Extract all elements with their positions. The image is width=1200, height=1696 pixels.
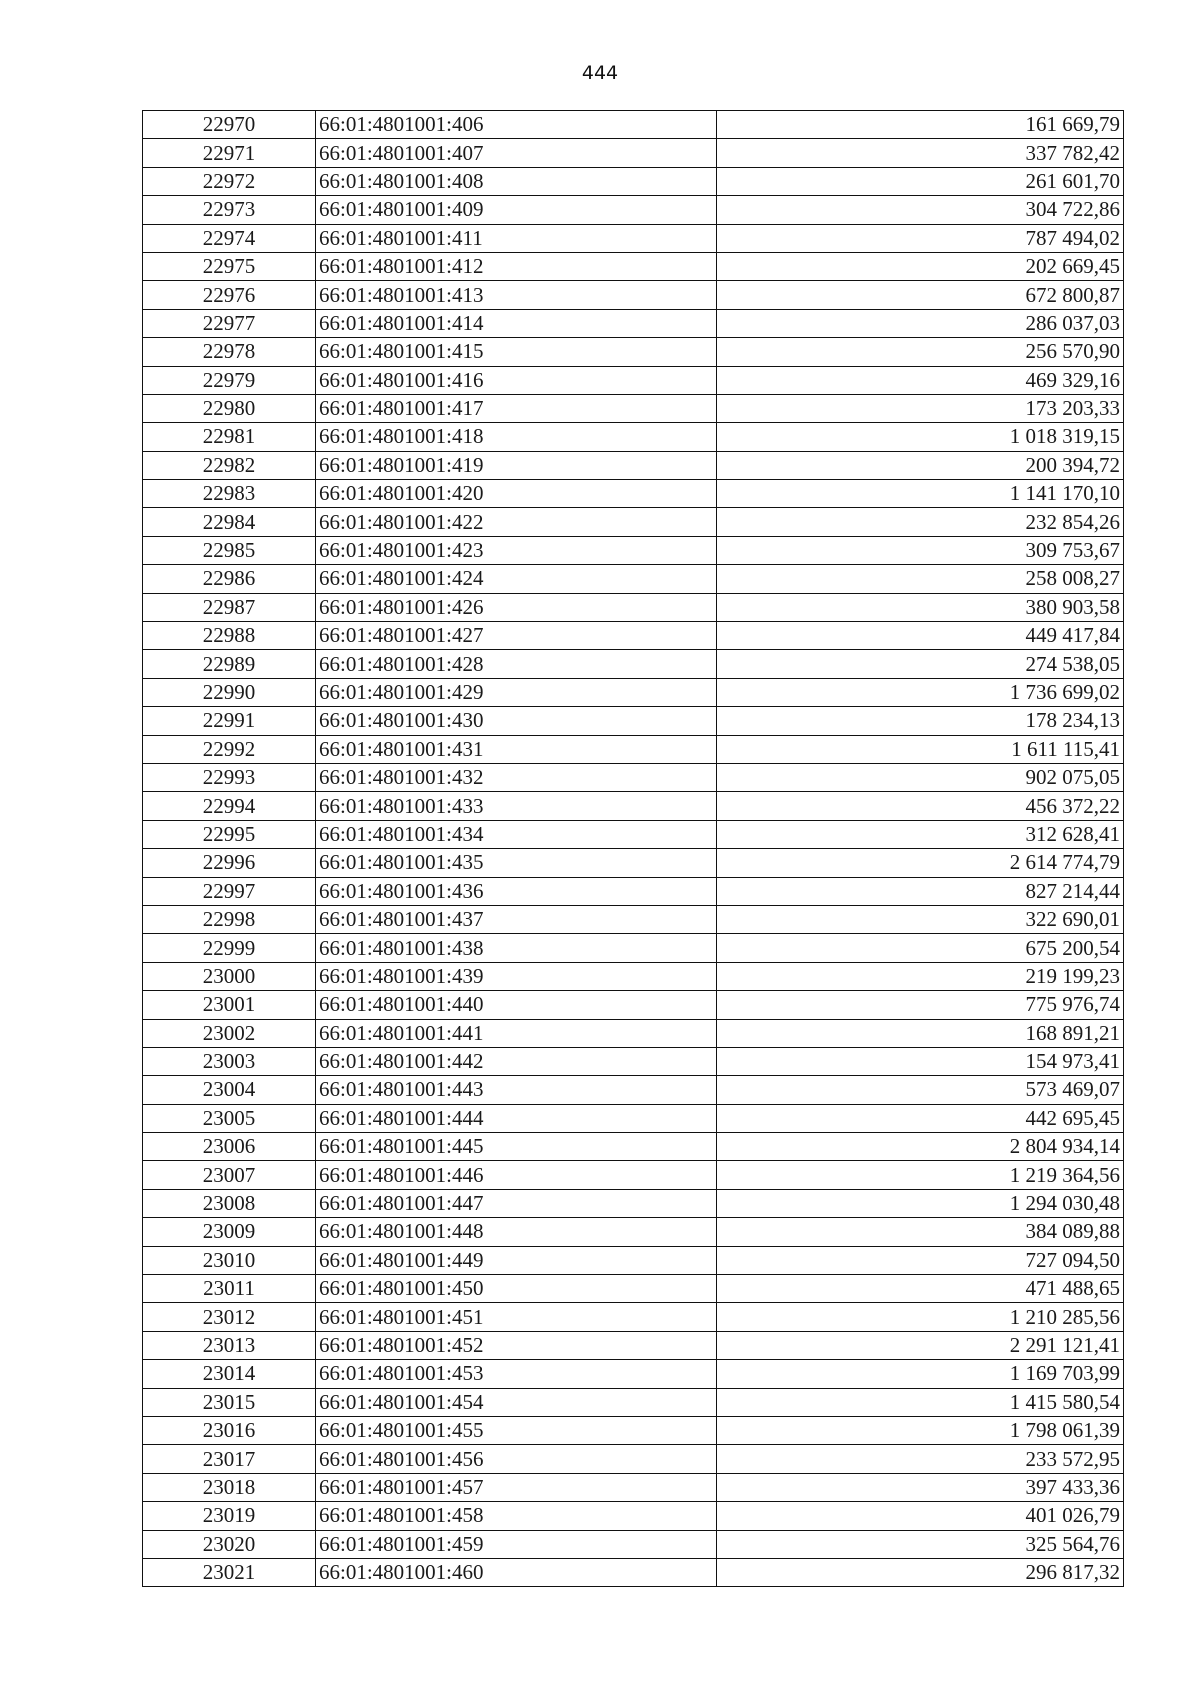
- table-row: [143, 167, 1124, 195]
- cadastral-number: 66:01:4801001:430: [316, 707, 717, 735]
- row-number: 22980: [143, 394, 316, 422]
- table-row: [143, 281, 1124, 309]
- cadastral-value: 2 291 121,41: [717, 1331, 1124, 1359]
- table-row: [143, 1133, 1124, 1161]
- row-number: 23017: [143, 1445, 316, 1473]
- table-row: [143, 480, 1124, 508]
- table-row: [143, 1303, 1124, 1331]
- table-row: [143, 962, 1124, 990]
- table-row: [143, 934, 1124, 962]
- cadastral-value: 274 538,05: [717, 650, 1124, 678]
- table-row: [143, 565, 1124, 593]
- cadastral-value: 469 329,16: [717, 366, 1124, 394]
- cadastral-value: 442 695,45: [717, 1104, 1124, 1132]
- cadastral-value: 471 488,65: [717, 1275, 1124, 1303]
- cadastral-value: 232 854,26: [717, 508, 1124, 536]
- cadastral-number: 66:01:4801001:434: [316, 820, 717, 848]
- row-number: 23020: [143, 1530, 316, 1558]
- cadastral-number: 66:01:4801001:411: [316, 224, 717, 252]
- table-row: [143, 423, 1124, 451]
- row-number: 23013: [143, 1331, 316, 1359]
- cadastral-value: 219 199,23: [717, 962, 1124, 990]
- row-number: 22975: [143, 252, 316, 280]
- cadastral-number: 66:01:4801001:424: [316, 565, 717, 593]
- cadastral-value: 456 372,22: [717, 792, 1124, 820]
- table-row: [143, 1275, 1124, 1303]
- row-number: 22974: [143, 224, 316, 252]
- cadastral-number: 66:01:4801001:436: [316, 877, 717, 905]
- row-number: 22996: [143, 849, 316, 877]
- cadastral-value: 173 203,33: [717, 394, 1124, 422]
- table-row: [143, 707, 1124, 735]
- cadastral-value: 401 026,79: [717, 1502, 1124, 1530]
- table-row: [143, 905, 1124, 933]
- table-row: [143, 622, 1124, 650]
- cadastral-number: 66:01:4801001:453: [316, 1360, 717, 1388]
- cadastral-value: 672 800,87: [717, 281, 1124, 309]
- cadastral-number: 66:01:4801001:408: [316, 167, 717, 195]
- table-row: [143, 139, 1124, 167]
- cadastral-number: 66:01:4801001:459: [316, 1530, 717, 1558]
- row-number: 23011: [143, 1275, 316, 1303]
- row-number: 22977: [143, 309, 316, 337]
- cadastral-number: 66:01:4801001:433: [316, 792, 717, 820]
- cadastral-value: 178 234,13: [717, 707, 1124, 735]
- cadastral-value: 727 094,50: [717, 1246, 1124, 1274]
- cadastral-number: 66:01:4801001:449: [316, 1246, 717, 1274]
- table-row: [143, 820, 1124, 848]
- cadastral-number: 66:01:4801001:446: [316, 1161, 717, 1189]
- table-row: [143, 1019, 1124, 1047]
- row-number: 22983: [143, 480, 316, 508]
- table-row: [143, 877, 1124, 905]
- row-number: 22990: [143, 678, 316, 706]
- row-number: 23012: [143, 1303, 316, 1331]
- row-number: 23015: [143, 1388, 316, 1416]
- table-row: [143, 451, 1124, 479]
- row-number: 22998: [143, 905, 316, 933]
- cadastral-number: 66:01:4801001:415: [316, 338, 717, 366]
- row-number: 23005: [143, 1104, 316, 1132]
- cadastral-number: 66:01:4801001:448: [316, 1218, 717, 1246]
- row-number: 23003: [143, 1047, 316, 1075]
- cadastral-value: 1 018 319,15: [717, 423, 1124, 451]
- row-number: 23002: [143, 1019, 316, 1047]
- table-row: [143, 536, 1124, 564]
- cadastral-number: 66:01:4801001:418: [316, 423, 717, 451]
- cadastral-number: 66:01:4801001:437: [316, 905, 717, 933]
- cadastral-number: 66:01:4801001:426: [316, 593, 717, 621]
- table-row: [143, 508, 1124, 536]
- row-number: 22989: [143, 650, 316, 678]
- row-number: 22988: [143, 622, 316, 650]
- cadastral-value: 256 570,90: [717, 338, 1124, 366]
- row-number: 23010: [143, 1246, 316, 1274]
- cadastral-value: 1 294 030,48: [717, 1189, 1124, 1217]
- row-number: 22986: [143, 565, 316, 593]
- table-row: [143, 1218, 1124, 1246]
- cadastral-number: 66:01:4801001:414: [316, 309, 717, 337]
- row-number: 22985: [143, 536, 316, 564]
- row-number: 23001: [143, 991, 316, 1019]
- table-row: [143, 338, 1124, 366]
- cadastral-value: 380 903,58: [717, 593, 1124, 621]
- table-row: [143, 309, 1124, 337]
- table-row: [143, 1473, 1124, 1501]
- cadastral-number: 66:01:4801001:407: [316, 139, 717, 167]
- row-number: 22997: [143, 877, 316, 905]
- cadastral-number: 66:01:4801001:422: [316, 508, 717, 536]
- cadastral-value: 384 089,88: [717, 1218, 1124, 1246]
- row-number: 22979: [143, 366, 316, 394]
- cadastral-number: 66:01:4801001:451: [316, 1303, 717, 1331]
- row-number: 23009: [143, 1218, 316, 1246]
- row-number: 22991: [143, 707, 316, 735]
- cadastral-value: 902 075,05: [717, 763, 1124, 791]
- cadastral-number: 66:01:4801001:409: [316, 196, 717, 224]
- table-row: [143, 849, 1124, 877]
- row-number: 22999: [143, 934, 316, 962]
- cadastral-number: 66:01:4801001:441: [316, 1019, 717, 1047]
- row-number: 22987: [143, 593, 316, 621]
- table-row: [143, 1246, 1124, 1274]
- table-row: [143, 991, 1124, 1019]
- row-number: 23018: [143, 1473, 316, 1501]
- cadastral-number: 66:01:4801001:428: [316, 650, 717, 678]
- cadastral-value: 787 494,02: [717, 224, 1124, 252]
- cadastral-number: 66:01:4801001:456: [316, 1445, 717, 1473]
- cadastral-value: 573 469,07: [717, 1076, 1124, 1104]
- table-row: [143, 1047, 1124, 1075]
- row-number: 23000: [143, 962, 316, 990]
- row-number: 22970: [143, 111, 316, 139]
- cadastral-number: 66:01:4801001:442: [316, 1047, 717, 1075]
- row-number: 23021: [143, 1558, 316, 1586]
- cadastral-number: 66:01:4801001:438: [316, 934, 717, 962]
- table-row: [143, 394, 1124, 422]
- table-row: [143, 735, 1124, 763]
- cadastral-value: 154 973,41: [717, 1047, 1124, 1075]
- row-number: 23006: [143, 1133, 316, 1161]
- cadastral-value: 261 601,70: [717, 167, 1124, 195]
- table-row: [143, 224, 1124, 252]
- table-row: [143, 763, 1124, 791]
- table-row: [143, 111, 1124, 139]
- cadastral-number: 66:01:4801001:406: [316, 111, 717, 139]
- cadastral-number: 66:01:4801001:444: [316, 1104, 717, 1132]
- table-row: [143, 1388, 1124, 1416]
- cadastral-number: 66:01:4801001:432: [316, 763, 717, 791]
- cadastral-number: 66:01:4801001:460: [316, 1558, 717, 1586]
- cadastral-value: 1 219 364,56: [717, 1161, 1124, 1189]
- row-number: 22978: [143, 338, 316, 366]
- cadastral-value: 258 008,27: [717, 565, 1124, 593]
- cadastral-value: 286 037,03: [717, 309, 1124, 337]
- cadastral-value-table: [142, 110, 1124, 1587]
- cadastral-number: 66:01:4801001:427: [316, 622, 717, 650]
- cadastral-value: 322 690,01: [717, 905, 1124, 933]
- cadastral-value: 202 669,45: [717, 252, 1124, 280]
- cadastral-value: 1 141 170,10: [717, 480, 1124, 508]
- cadastral-value: 1 798 061,39: [717, 1416, 1124, 1444]
- row-number: 23007: [143, 1161, 316, 1189]
- row-number: 22976: [143, 281, 316, 309]
- cadastral-number: 66:01:4801001:429: [316, 678, 717, 706]
- row-number: 22993: [143, 763, 316, 791]
- table-row: [143, 1416, 1124, 1444]
- cadastral-value: 312 628,41: [717, 820, 1124, 848]
- cadastral-number: 66:01:4801001:445: [316, 1133, 717, 1161]
- row-number: 22971: [143, 139, 316, 167]
- cadastral-number: 66:01:4801001:454: [316, 1388, 717, 1416]
- row-number: 22973: [143, 196, 316, 224]
- table-row: [143, 1331, 1124, 1359]
- cadastral-value: 2 804 934,14: [717, 1133, 1124, 1161]
- cadastral-value: 233 572,95: [717, 1445, 1124, 1473]
- cadastral-value: 449 417,84: [717, 622, 1124, 650]
- table-row: [143, 1189, 1124, 1217]
- table-row: [143, 650, 1124, 678]
- table-row: [143, 1530, 1124, 1558]
- cadastral-value: 168 891,21: [717, 1019, 1124, 1047]
- table-row: [143, 1445, 1124, 1473]
- cadastral-number: 66:01:4801001:412: [316, 252, 717, 280]
- table-row: [143, 1161, 1124, 1189]
- table-row: [143, 792, 1124, 820]
- cadastral-number: 66:01:4801001:440: [316, 991, 717, 1019]
- table-row: [143, 1104, 1124, 1132]
- cadastral-number: 66:01:4801001:447: [316, 1189, 717, 1217]
- cadastral-number: 66:01:4801001:450: [316, 1275, 717, 1303]
- table-row: [143, 366, 1124, 394]
- cadastral-value: 1 415 580,54: [717, 1388, 1124, 1416]
- page-number: 444: [581, 62, 619, 84]
- row-number: 22982: [143, 451, 316, 479]
- cadastral-value: 397 433,36: [717, 1473, 1124, 1501]
- table-row: [143, 593, 1124, 621]
- row-number: 22994: [143, 792, 316, 820]
- row-number: 22984: [143, 508, 316, 536]
- cadastral-number: 66:01:4801001:431: [316, 735, 717, 763]
- cadastral-number: 66:01:4801001:455: [316, 1416, 717, 1444]
- cadastral-value: 337 782,42: [717, 139, 1124, 167]
- row-number: 22972: [143, 167, 316, 195]
- cadastral-value: 775 976,74: [717, 991, 1124, 1019]
- row-number: 23016: [143, 1416, 316, 1444]
- table-row: [143, 196, 1124, 224]
- cadastral-number: 66:01:4801001:439: [316, 962, 717, 990]
- cadastral-value: 325 564,76: [717, 1530, 1124, 1558]
- row-number: 23004: [143, 1076, 316, 1104]
- cadastral-value: 200 394,72: [717, 451, 1124, 479]
- row-number: 23008: [143, 1189, 316, 1217]
- cadastral-value: 675 200,54: [717, 934, 1124, 962]
- cadastral-value: 2 614 774,79: [717, 849, 1124, 877]
- cadastral-number: 66:01:4801001:419: [316, 451, 717, 479]
- cadastral-number: 66:01:4801001:416: [316, 366, 717, 394]
- table-body: [143, 111, 1124, 1587]
- cadastral-number: 66:01:4801001:458: [316, 1502, 717, 1530]
- row-number: 23019: [143, 1502, 316, 1530]
- cadastral-value: 1 169 703,99: [717, 1360, 1124, 1388]
- row-number: 23014: [143, 1360, 316, 1388]
- table-row: [143, 252, 1124, 280]
- cadastral-value: 1 736 699,02: [717, 678, 1124, 706]
- cadastral-number: 66:01:4801001:417: [316, 394, 717, 422]
- cadastral-value: 1 210 285,56: [717, 1303, 1124, 1331]
- cadastral-number: 66:01:4801001:423: [316, 536, 717, 564]
- cadastral-number: 66:01:4801001:413: [316, 281, 717, 309]
- table-row: [143, 1502, 1124, 1530]
- cadastral-value: 1 611 115,41: [717, 735, 1124, 763]
- table-row: [143, 1360, 1124, 1388]
- table-row: [143, 1076, 1124, 1104]
- cadastral-number: 66:01:4801001:435: [316, 849, 717, 877]
- cadastral-value: 161 669,79: [717, 111, 1124, 139]
- cadastral-value: 304 722,86: [717, 196, 1124, 224]
- cadastral-number: 66:01:4801001:443: [316, 1076, 717, 1104]
- cadastral-value: 296 817,32: [717, 1558, 1124, 1586]
- cadastral-number: 66:01:4801001:452: [316, 1331, 717, 1359]
- cadastral-value: 827 214,44: [717, 877, 1124, 905]
- row-number: 22992: [143, 735, 316, 763]
- table-row: [143, 678, 1124, 706]
- row-number: 22981: [143, 423, 316, 451]
- table-row: [143, 1558, 1124, 1586]
- cadastral-number: 66:01:4801001:420: [316, 480, 717, 508]
- row-number: 22995: [143, 820, 316, 848]
- cadastral-value: 309 753,67: [717, 536, 1124, 564]
- cadastral-number: 66:01:4801001:457: [316, 1473, 717, 1501]
